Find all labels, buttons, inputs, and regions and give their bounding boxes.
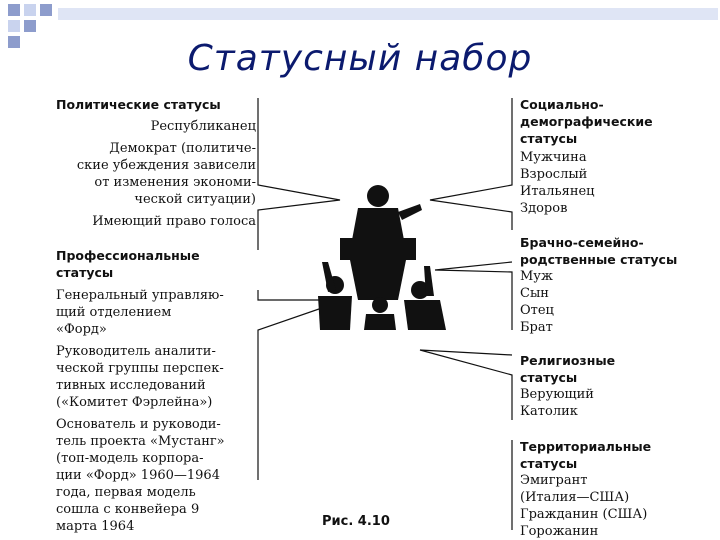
list-item: (Италия—США) — [520, 490, 630, 505]
list-item: Католик — [520, 404, 578, 419]
list-item: Брат — [520, 320, 553, 335]
list-item: Эмигрант — [520, 473, 588, 488]
list-item: Основатель и руководи- — [56, 417, 221, 432]
heading-sociodemographic-2: демографические — [520, 114, 653, 129]
list-item: тивных исследований — [56, 378, 206, 393]
list-item: Демократ (политиче- — [109, 141, 256, 156]
list-item: («Комитет Фэрлейна») — [56, 395, 213, 410]
list-item: от изменения экономи- — [94, 175, 256, 190]
list-item: года, первая модель — [56, 485, 196, 500]
list-item: марта 1964 — [56, 519, 135, 534]
speaker-figure — [340, 185, 422, 300]
list-item: Руководитель аналити- — [56, 344, 216, 359]
list-item: Горожанин — [520, 524, 599, 539]
heading-religious-2: статусы — [520, 370, 578, 385]
bracket-political — [258, 98, 340, 250]
heading-territorial-2: статусы — [520, 456, 578, 471]
heading-professional-1: Профессиональные — [56, 248, 200, 263]
heading-territorial-1: Территориальные — [520, 439, 652, 454]
list-item: Республиканец — [150, 119, 256, 134]
list-item: ческой ситуации) — [134, 192, 256, 207]
list-item: Генеральный управляю- — [56, 288, 224, 303]
heading-family-2: родственные статусы — [520, 252, 678, 267]
heading-sociodemographic-1: Социально- — [520, 97, 604, 112]
list-item: Итальянец — [520, 184, 595, 199]
list-item: Имеющий право голоса — [92, 214, 256, 229]
list-item: Муж — [520, 269, 553, 284]
list-item: щий отделением — [56, 305, 172, 320]
list-item: (топ-модель корпора- — [56, 451, 204, 466]
list-item: «Форд» — [56, 322, 107, 337]
list-item: тель проекта «Мустанг» — [56, 434, 225, 449]
heading-professional-2: статусы — [56, 265, 114, 280]
heading-religious-1: Религиозные — [520, 353, 616, 368]
bracket-religious — [420, 350, 512, 420]
bracket-family — [435, 262, 512, 330]
list-item: Гражданин (США) — [520, 507, 648, 522]
list-item: сошла с конвейера 9 — [56, 502, 200, 517]
list-item: ции «Форд» 1960—1964 — [56, 468, 220, 483]
slide-title: Статусный набор — [187, 38, 533, 79]
list-item: Сын — [520, 286, 549, 301]
heading-sociodemographic-3: статусы — [520, 131, 578, 146]
list-item: Отец — [520, 303, 554, 318]
bracket-sociodemographic — [430, 98, 512, 230]
figure-caption: Рис. 4.10 — [322, 514, 390, 529]
list-item: Взрослый — [520, 167, 588, 182]
list-item: ческой группы перспек- — [56, 361, 224, 376]
list-item: Мужчина — [520, 150, 587, 165]
heading-family-1: Брачно-семейно- — [520, 235, 644, 250]
list-item: Здоров — [520, 201, 568, 216]
list-item: ские убеждения зависели — [76, 158, 256, 173]
heading-political: Политические статусы — [56, 97, 221, 112]
list-item: Верующий — [520, 387, 594, 402]
